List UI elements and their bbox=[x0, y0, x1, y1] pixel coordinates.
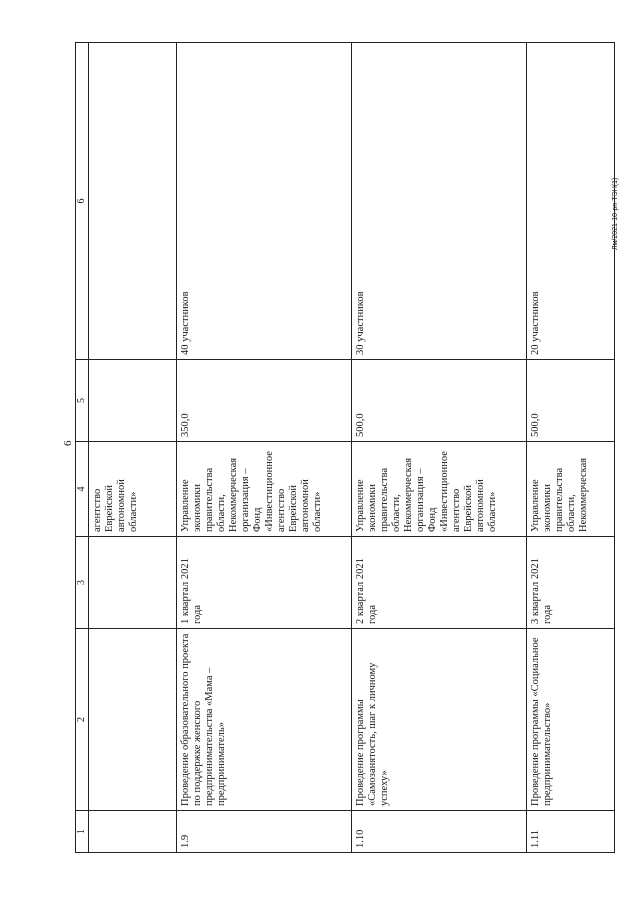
cell-amount bbox=[88, 360, 176, 442]
rotated-table-container bbox=[75, 43, 589, 853]
header-cell: 5 bbox=[76, 360, 89, 442]
cell-term: 2 квартал 2021 года bbox=[351, 537, 526, 629]
cell-name: Проведение программы «Социальное предпринимательство» bbox=[526, 629, 614, 811]
cell-result bbox=[88, 43, 176, 360]
cell-num bbox=[88, 811, 176, 853]
cell-num: 1.9 bbox=[176, 811, 351, 853]
table-row bbox=[176, 43, 351, 853]
cell-term: 3 квартал 2021 года bbox=[526, 537, 614, 629]
table-row bbox=[88, 43, 176, 853]
cell-result: 40 участников bbox=[176, 43, 351, 360]
cell-name: Проведение образовательного проекта по поддержке женского предпринимательства «Мама – предприниматель» bbox=[176, 629, 351, 811]
table-row bbox=[526, 43, 614, 853]
header-cell: 6 bbox=[76, 43, 89, 360]
cell-name bbox=[88, 629, 176, 811]
page-number: 6 bbox=[62, 440, 74, 446]
header-cell: 3 bbox=[76, 537, 89, 629]
cell-amount: 500,0 bbox=[526, 360, 614, 442]
header-cell: 2 bbox=[76, 629, 89, 811]
document-code: Лм/2021-10-рп-ТЭН(1) bbox=[612, 177, 619, 250]
header-cell: 4 bbox=[76, 442, 89, 537]
header-cell: 1 bbox=[76, 811, 89, 853]
table-row bbox=[351, 43, 526, 853]
cell-num: 1.11 bbox=[526, 811, 614, 853]
cell-executor: Управление экономики правительства области, Некоммерческая организация – Фонд «Инвестиционное агентство Еврейской автономной области» bbox=[176, 442, 351, 537]
cell-term: 1 квартал 2021 года bbox=[176, 537, 351, 629]
cell-num: 1.10 bbox=[351, 811, 526, 853]
cell-name: Проведение программы «Самозанятость, шаг к личному успеху» bbox=[351, 629, 526, 811]
cell-amount: 500,0 bbox=[351, 360, 526, 442]
header-row bbox=[76, 43, 89, 853]
cell-executor: Управление экономики правительства области, Некоммерческая bbox=[526, 442, 614, 537]
cell-term bbox=[88, 537, 176, 629]
cell-amount: 350,0 bbox=[176, 360, 351, 442]
cell-executor: агентство Еврейской автономной области» bbox=[88, 442, 176, 537]
cell-result: 20 участников bbox=[526, 43, 614, 360]
cell-executor: Управление экономики правительства области, Некоммерческая организация – Фонд «Инвестиционное агентство Еврейской автономной области» bbox=[351, 442, 526, 537]
program-table bbox=[75, 42, 615, 853]
cell-result: 30 участников bbox=[351, 43, 526, 360]
